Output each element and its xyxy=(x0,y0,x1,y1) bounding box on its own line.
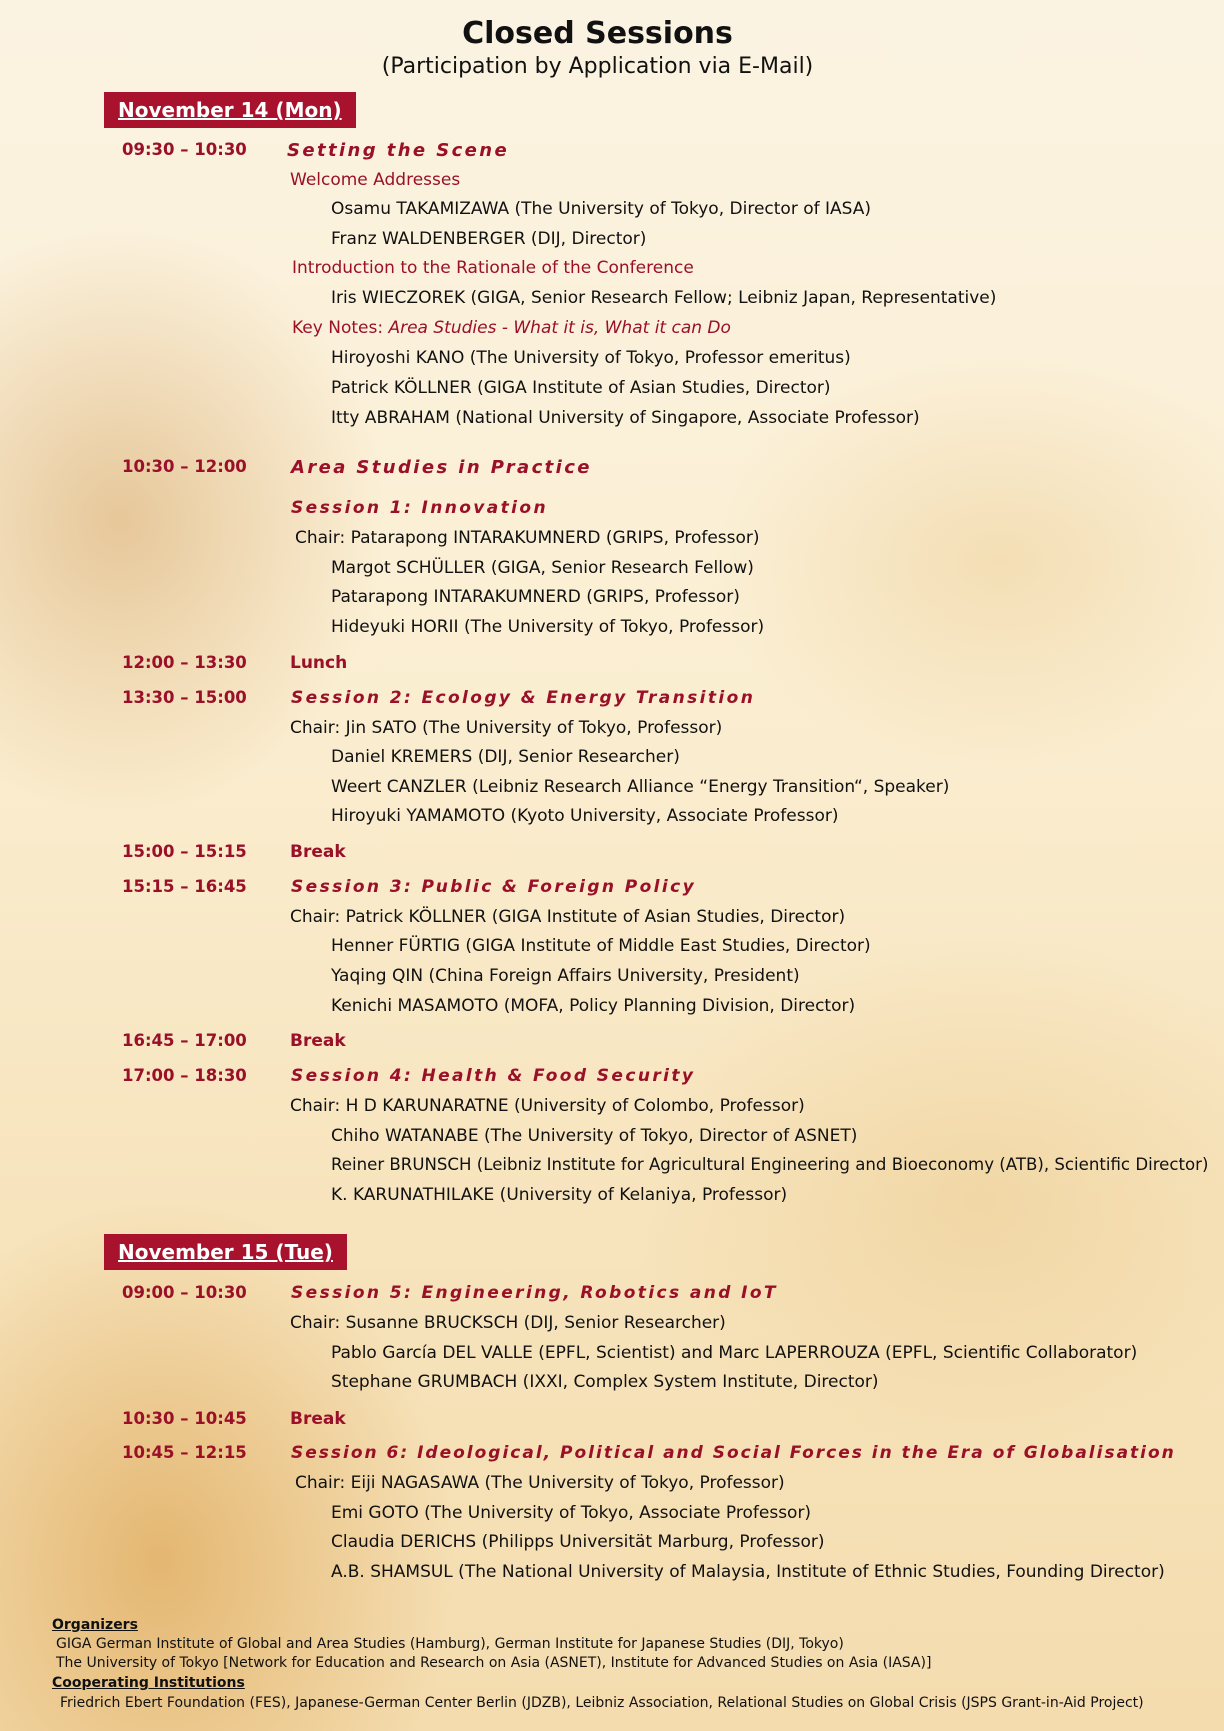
page-title: Closed Sessions xyxy=(462,16,733,51)
organizers-line: The University of Tokyo [Network for Education and Research on Asia (ASNET), Institute for Advanced Studies on Asia (IASA)] xyxy=(56,1655,932,1671)
speaker: Henner FÜRTIG (GIGA Institute of Middle East Studies, Director) xyxy=(331,936,871,956)
schedule-slot xyxy=(0,688,1224,716)
speaker: Itty ABRAHAM (National University of Singapore, Associate Professor) xyxy=(331,408,920,428)
session-title: Setting the Scene xyxy=(287,140,510,161)
session-title: Session 4: Health & Food Security xyxy=(291,1066,696,1086)
speaker: Margot SCHÜLLER (GIGA, Senior Research Fellow) xyxy=(331,558,754,578)
speaker: Hideyuki HORII (The University of Tokyo, Professor) xyxy=(331,617,765,637)
session-chair: Chair: H D KARUNARATNE (University of Colombo, Professor) xyxy=(290,1096,805,1116)
schedule-slot xyxy=(0,1283,1224,1311)
session-chair: Chair: Patrick KÖLLNER (GIGA Institute of Asian Studies, Director) xyxy=(290,907,846,927)
organizers-line: GIGA German Institute of Global and Area Studies (Hamburg), German Institute for Japanese Studies (DIJ, Tokyo) xyxy=(56,1636,844,1652)
break-label: Break xyxy=(290,842,346,862)
schedule-slot xyxy=(0,457,1224,485)
slot-time: 17:00 – 18:30 xyxy=(122,1066,247,1085)
speaker: Reiner BRUNSCH (Leibniz Institute for Agricultural Engineering and Bioeconomy (ATB), Scientific Director) xyxy=(331,1155,1209,1174)
keynotes-heading xyxy=(292,318,731,338)
speaker: Stephane GRUMBACH (IXXI, Complex System Institute, Director) xyxy=(331,1372,879,1392)
slot-time: 13:30 – 15:00 xyxy=(122,688,247,707)
session-title: Session 3: Public & Foreign Policy xyxy=(291,877,697,897)
day-header-nov14: November 14 (Mon) xyxy=(104,92,356,128)
slot-time: 16:45 – 17:00 xyxy=(122,1031,247,1050)
speaker: Daniel KREMERS (DIJ, Senior Researcher) xyxy=(331,747,680,767)
schedule-slot xyxy=(0,140,1224,168)
slot-time: 10:30 – 12:00 xyxy=(122,457,247,476)
welcome-addresses-heading: Welcome Addresses xyxy=(290,170,461,190)
schedule-slot xyxy=(0,1409,1224,1437)
cooperating-heading: Cooperating Institutions xyxy=(52,1675,245,1691)
speaker: Chiho WATANABE (The University of Tokyo, Director of ASNET) xyxy=(331,1126,858,1146)
schedule-slot xyxy=(0,1031,1224,1059)
page-subtitle: (Participation by Application via E-Mail) xyxy=(381,54,814,79)
speaker: A.B. SHAMSUL (The National University of Malaysia, Institute of Ethnic Studies, Founding Director) xyxy=(331,1562,1165,1582)
slot-time: 10:45 – 12:15 xyxy=(122,1443,247,1462)
session-chair: Chair: Patarapong INTARAKUMNERD (GRIPS, Professor) xyxy=(295,528,760,548)
speaker: Patarapong INTARAKUMNERD (GRIPS, Professor) xyxy=(331,587,740,607)
speaker: Hiroyoshi KANO (The University of Tokyo, Professor emeritus) xyxy=(331,348,851,368)
speaker: Yaqing QIN (China Foreign Affairs University, President) xyxy=(331,966,800,986)
lunch-label: Lunch xyxy=(290,653,348,673)
sub-session-title: Session 1: Innovation xyxy=(291,498,548,518)
slot-time: 09:30 – 10:30 xyxy=(122,140,247,159)
session-title: Session 5: Engineering, Robotics and IoT xyxy=(291,1283,778,1303)
speaker: Kenichi MASAMOTO (MOFA, Policy Planning Division, Director) xyxy=(331,996,856,1016)
speaker: Patrick KÖLLNER (GIGA Institute of Asian Studies, Director) xyxy=(331,378,831,398)
schedule-slot xyxy=(0,1443,1224,1471)
session-title: Session 2: Ecology & Energy Transition xyxy=(291,688,756,708)
speaker: Franz WALDENBERGER (DIJ, Director) xyxy=(331,229,647,249)
break-label: Break xyxy=(290,1409,346,1429)
organizers-heading: Organizers xyxy=(52,1617,138,1633)
slot-time: 15:15 – 16:45 xyxy=(122,877,247,896)
introduction-heading: Introduction to the Rationale of the Conference xyxy=(292,258,694,278)
session-chair: Chair: Susanne BRUCKSCH (DIJ, Senior Researcher) xyxy=(290,1313,726,1333)
break-label: Break xyxy=(290,1031,346,1051)
session-chair: Chair: Jin SATO (The University of Tokyo, Professor) xyxy=(290,718,723,738)
speaker: Osamu TAKAMIZAWA (The University of Tokyo, Director of IASA) xyxy=(331,199,872,219)
schedule-slot xyxy=(0,877,1224,905)
cooperating-line: Friedrich Ebert Foundation (FES), Japanese-German Center Berlin (JDZB), Leibniz Association, Relational Studies on Global Crisis (JSPS Grant-in-Aid Project) xyxy=(60,1695,1144,1711)
speaker: Emi GOTO (The University of Tokyo, Associate Professor) xyxy=(331,1503,812,1523)
schedule-slot xyxy=(0,1066,1224,1094)
schedule-slot xyxy=(0,842,1224,870)
session-title: Session 6: Ideological, Political and Social Forces in the Era of Globalisation xyxy=(291,1443,1176,1463)
speaker: Weert CANZLER (Leibniz Research Alliance “Energy Transition“, Speaker) xyxy=(331,777,950,797)
keynotes-title: Area Studies - What it is, What it can Do xyxy=(388,318,731,338)
speaker: K. KARUNATHILAKE (University of Kelaniya, Professor) xyxy=(331,1185,788,1205)
keynotes-prefix: Key Notes: xyxy=(292,318,389,338)
speaker: Iris WIECZOREK (GIGA, Senior Research Fellow; Leibniz Japan, Representative) xyxy=(331,288,997,308)
speaker: Hiroyuki YAMAMOTO (Kyoto University, Associate Professor) xyxy=(331,806,839,826)
slot-time: 15:00 – 15:15 xyxy=(122,842,247,861)
speaker: Pablo García DEL VALLE (EPFL, Scientist) and Marc LAPERROUZA (EPFL, Scientific Collaborator) xyxy=(331,1343,1138,1363)
schedule-slot xyxy=(0,653,1224,681)
session-chair: Chair: Eiji NAGASAWA (The University of Tokyo, Professor) xyxy=(295,1473,785,1493)
slot-time: 12:00 – 13:30 xyxy=(122,653,247,672)
speaker: Claudia DERICHS (Philipps Universität Marburg, Professor) xyxy=(331,1532,825,1552)
slot-time: 09:00 – 10:30 xyxy=(122,1283,247,1302)
slot-time: 10:30 – 10:45 xyxy=(122,1409,247,1428)
day-header-nov15: November 15 (Tue) xyxy=(104,1234,347,1270)
session-title: Area Studies in Practice xyxy=(291,457,592,478)
